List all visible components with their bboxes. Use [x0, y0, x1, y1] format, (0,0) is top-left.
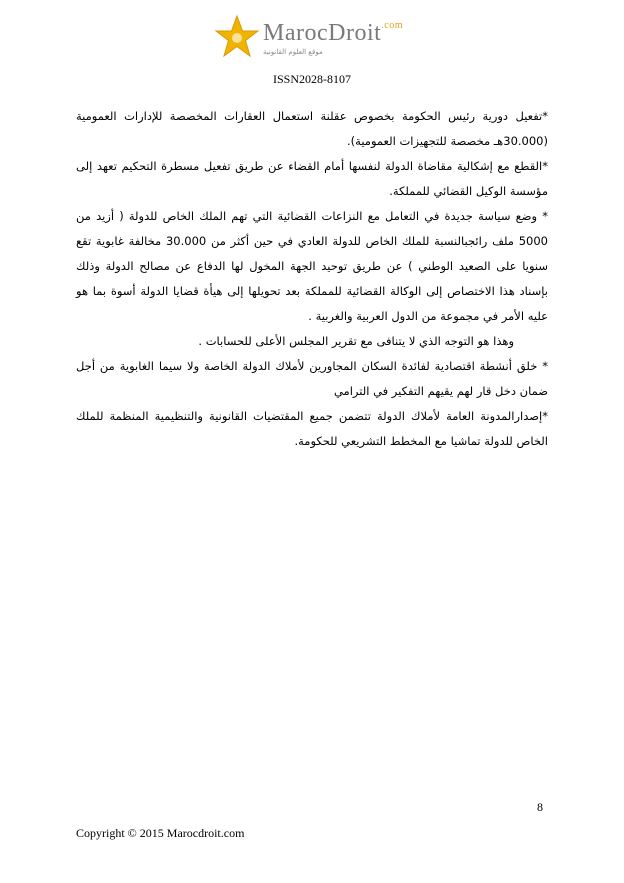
issn-number: ISSN2028-8107 [272, 72, 351, 86]
page-header [0, 14, 624, 84]
page-number: 8 [537, 800, 543, 814]
brand-suffix: .com [381, 20, 404, 31]
marocdroit-logo [213, 14, 423, 64]
brand-name: MarocDroit$^{.com}$ [263, 20, 404, 46]
paragraph-3: * وضع سياسة جديدة في التعامل مع النزاعات القضائية التي تهم الملك الخاص للدولة ( أزيد من 5000 ملف رائجبالنسبة للملك الخاص للدولة العادي في حين أكثر من 30.000 مخالفة غابوية تقع سنويا على الصعيد الوطني ) عن طريق توحيد الجهة المخول لها الدفاع عن مصالح الدولة وذلك بإسناد هذا الاختصاص إلى الوكالة القضائية للمملكة بعد تحويلها إلى هيأة قضايا الدولة أسوة بما هو عليه الأمر في مجموعة من الدول العربية والغربية . [76, 209, 548, 323]
paragraph-5: * خلق أنشطة اقتصادية لفائدة السكان المجاورين لأملاك الدولة الخاصة ولا سيما الغابوية من أجل ضمان دخل قار لهم يقيهم التفكير في الترامي [76, 359, 548, 398]
paragraph-6: *إصدارالمدونة العامة لأملاك الدولة تتضمن جميع المقتضيات القانونية والتنظيمية المنظمة للملك الخاص للدولة تماشيا مع المخطط التشريعي للحكومة. [76, 409, 548, 448]
paragraph-1: *تفعيل دورية رئيس الحكومة بخصوص عقلنة استعمال العقارات المخصصة للإدارات العمومية (30.000هـ مخصصة للتجهيزات العمومية). [76, 109, 548, 148]
star-logo-icon [213, 14, 261, 60]
brand-tagline: موقع العلوم القانونية [263, 48, 323, 56]
document-body [76, 104, 548, 454]
paragraph-2: *القطع مع إشكالية مقاضاة الدولة لنفسها أمام القضاء عن طريق تفعيل مسطرة التحكيم تعهد إلى مؤسسة الوكيل القضائي للمملكة. [76, 159, 548, 198]
paragraph-4: وهذا هو التوجه الذي لا يتنافى مع تقرير المجلس الأعلى للحسابات . [198, 334, 514, 348]
copyright-footer: Copyright © 2015 Marocdroit.com [76, 826, 245, 840]
